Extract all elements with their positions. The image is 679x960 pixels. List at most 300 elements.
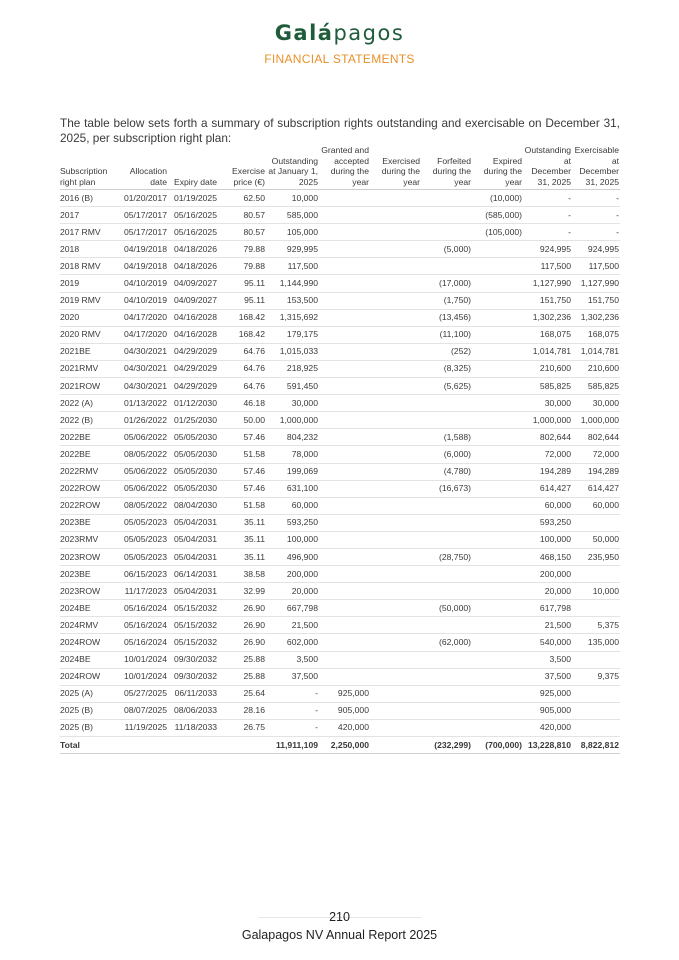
table-cell: [472, 617, 523, 634]
table-cell: [421, 617, 472, 634]
table-cell: 46.18: [218, 395, 266, 412]
table-cell: 80.57: [218, 207, 266, 224]
table-cell: 51.58: [218, 446, 266, 463]
table-cell: 585,825: [572, 378, 620, 395]
table-cell: 135,000: [572, 634, 620, 651]
table-cell: 2024ROW: [60, 634, 116, 651]
table-cell: [370, 583, 421, 600]
table-cell: [472, 480, 523, 497]
table-cell: [472, 395, 523, 412]
table-row: [60, 583, 620, 600]
table-cell: [319, 480, 370, 497]
table-cell: [370, 651, 421, 668]
table-cell: 210,600: [523, 360, 572, 377]
table-cell: 804,232: [266, 429, 319, 446]
logo-text-light: pagos: [333, 21, 405, 45]
table-cell: 200,000: [266, 566, 319, 583]
table-cell: (252): [421, 343, 472, 360]
table-row: [60, 668, 620, 685]
table-cell: [472, 668, 523, 685]
table-row: [60, 275, 620, 292]
table-cell: 905,000: [319, 702, 370, 719]
table-cell: 1,000,000: [266, 412, 319, 429]
table-row: [60, 190, 620, 207]
subscription-rights-table: [60, 145, 620, 754]
table-cell: [319, 395, 370, 412]
table-cell: 80.57: [218, 224, 266, 241]
section-title: FINANCIAL STATEMENTS: [264, 52, 415, 66]
table-cell: (232,299): [421, 737, 472, 754]
table-cell: 199,069: [266, 463, 319, 480]
table-cell: 08/05/2022: [116, 497, 168, 514]
table-cell: 802,644: [523, 429, 572, 446]
table-cell: 04/29/2029: [168, 360, 218, 377]
table-row: [60, 651, 620, 668]
table-cell: 04/09/2027: [168, 275, 218, 292]
table-cell: 1,302,236: [523, 309, 572, 326]
table-cell: [370, 497, 421, 514]
table-cell: (17,000): [421, 275, 472, 292]
table-cell: 05/05/2023: [116, 548, 168, 565]
table-cell: [421, 497, 472, 514]
table-cell: 2022ROW: [60, 480, 116, 497]
table-cell: 151,750: [523, 292, 572, 309]
table-cell: [370, 617, 421, 634]
table-cell: [472, 309, 523, 326]
table-cell: [319, 378, 370, 395]
table-cell: 2022BE: [60, 446, 116, 463]
table-cell: [370, 668, 421, 685]
table-cell: 2017 RMV: [60, 224, 116, 241]
table-cell: 2018 RMV: [60, 258, 116, 275]
table-cell: 79.88: [218, 258, 266, 275]
table-cell: (62,000): [421, 634, 472, 651]
table-cell: 04/30/2021: [116, 343, 168, 360]
table-cell: [370, 224, 421, 241]
table-cell: [370, 258, 421, 275]
table-cell: 25.88: [218, 668, 266, 685]
table-cell: 218,925: [266, 360, 319, 377]
column-header: Forfeited during the year: [421, 145, 472, 190]
table-cell: 04/19/2018: [116, 241, 168, 258]
table-cell: (28,750): [421, 548, 472, 565]
table-cell: (11,100): [421, 326, 472, 343]
table-cell: [370, 241, 421, 258]
column-header: Allocation date: [116, 145, 168, 190]
table-cell: 2025 (B): [60, 719, 116, 736]
table-cell: 10/01/2024: [116, 668, 168, 685]
table-cell: [421, 258, 472, 275]
table-row: [60, 412, 620, 429]
table-cell: 26.75: [218, 719, 266, 736]
table-cell: [472, 343, 523, 360]
table-cell: 05/05/2030: [168, 429, 218, 446]
table-cell: 05/04/2031: [168, 583, 218, 600]
table-cell: -: [572, 190, 620, 207]
table-cell: 2022 (A): [60, 395, 116, 412]
table-cell: 04/16/2028: [168, 326, 218, 343]
table-cell: 37,500: [523, 668, 572, 685]
table-cell: [319, 583, 370, 600]
table-cell: 38.58: [218, 566, 266, 583]
table-cell: 04/10/2019: [116, 292, 168, 309]
table-cell: 2019: [60, 275, 116, 292]
table-cell: [319, 309, 370, 326]
table-cell: [319, 531, 370, 548]
table-cell: 925,000: [523, 685, 572, 702]
table-row: [60, 309, 620, 326]
table-cell: 540,000: [523, 634, 572, 651]
table-cell: 11/17/2023: [116, 583, 168, 600]
table-cell: 05/05/2030: [168, 480, 218, 497]
table-cell: [319, 668, 370, 685]
galapagos-logo: [0, 20, 679, 46]
table-cell: 496,900: [266, 548, 319, 565]
table-row: [60, 497, 620, 514]
table-cell: [370, 685, 421, 702]
table-row: [60, 463, 620, 480]
table-cell: 08/05/2022: [116, 446, 168, 463]
table-cell: (10,000): [472, 190, 523, 207]
table-cell: 105,000: [266, 224, 319, 241]
column-header: Granted and accepted during the year: [319, 145, 370, 190]
table-cell: [319, 343, 370, 360]
table-cell: 10,000: [266, 190, 319, 207]
table-cell: 235,950: [572, 548, 620, 565]
table-cell: [319, 241, 370, 258]
table-cell: [370, 309, 421, 326]
table-cell: 05/05/2023: [116, 514, 168, 531]
table-cell: [421, 651, 472, 668]
table-cell: (5,000): [421, 241, 472, 258]
table-cell: 08/07/2025: [116, 702, 168, 719]
table-cell: 09/30/2032: [168, 668, 218, 685]
table-cell: 05/16/2024: [116, 634, 168, 651]
table-cell: (13,456): [421, 309, 472, 326]
table-cell: [370, 190, 421, 207]
table-cell: 35.11: [218, 548, 266, 565]
table-cell: [319, 360, 370, 377]
table-cell: 04/30/2021: [116, 378, 168, 395]
table-cell: 1,144,990: [266, 275, 319, 292]
table-cell: 2023BE: [60, 566, 116, 583]
table-cell: 614,427: [572, 480, 620, 497]
table-cell: 2022 (B): [60, 412, 116, 429]
table-cell: [370, 737, 421, 754]
table-row: [60, 241, 620, 258]
table-cell: [472, 651, 523, 668]
table-cell: [421, 395, 472, 412]
table-cell: 2025 (B): [60, 702, 116, 719]
table-cell: [472, 241, 523, 258]
table-row: [60, 480, 620, 497]
table-cell: [421, 207, 472, 224]
table-cell: [572, 651, 620, 668]
table-cell: [370, 378, 421, 395]
table-cell: [319, 651, 370, 668]
table-cell: (6,000): [421, 446, 472, 463]
table-row: [60, 617, 620, 634]
table-cell: [370, 360, 421, 377]
table-cell: [370, 343, 421, 360]
table-cell: 2023RMV: [60, 531, 116, 548]
logo-text-bold: Galá: [274, 21, 334, 45]
table-cell: 01/25/2030: [168, 412, 218, 429]
table-cell: 2,250,000: [319, 737, 370, 754]
table-cell: [319, 634, 370, 651]
table-cell: [472, 275, 523, 292]
table-cell: [370, 634, 421, 651]
table-cell: [421, 224, 472, 241]
table-cell: [472, 497, 523, 514]
table-cell: 802,644: [572, 429, 620, 446]
table-cell: [319, 463, 370, 480]
table-cell: (4,780): [421, 463, 472, 480]
column-header: Outstanding at January 1, 2025: [266, 145, 319, 190]
table-cell: [370, 292, 421, 309]
table-cell: [421, 702, 472, 719]
table-cell: [319, 548, 370, 565]
table-cell: 06/15/2023: [116, 566, 168, 583]
table-cell: (50,000): [421, 600, 472, 617]
table-cell: 2023BE: [60, 514, 116, 531]
table-cell: 585,825: [523, 378, 572, 395]
table-cell: [370, 480, 421, 497]
table-cell: 79.88: [218, 241, 266, 258]
table-cell: 62.50: [218, 190, 266, 207]
table-cell: 2021BE: [60, 343, 116, 360]
table-cell: 2020: [60, 309, 116, 326]
table-cell: [421, 514, 472, 531]
table-cell: [319, 275, 370, 292]
table-row: [60, 514, 620, 531]
table-cell: 924,995: [523, 241, 572, 258]
table-cell: [472, 548, 523, 565]
table-cell: [319, 258, 370, 275]
table-cell: 08/04/2030: [168, 497, 218, 514]
table-cell: 585,000: [266, 207, 319, 224]
table-cell: 05/04/2031: [168, 531, 218, 548]
table-cell: 420,000: [319, 719, 370, 736]
table-cell: [421, 566, 472, 583]
table-cell: [370, 429, 421, 446]
table-cell: 2024BE: [60, 651, 116, 668]
table-cell: [370, 531, 421, 548]
table-cell: 04/30/2021: [116, 360, 168, 377]
table-cell: 95.11: [218, 292, 266, 309]
table-cell: 667,798: [266, 600, 319, 617]
table-cell: 25.64: [218, 685, 266, 702]
table-row: [60, 531, 620, 548]
table-cell: 05/16/2024: [116, 600, 168, 617]
table-cell: -: [572, 207, 620, 224]
table-cell: [319, 514, 370, 531]
table-row: [60, 292, 620, 309]
table-cell: [370, 326, 421, 343]
table-cell: [572, 702, 620, 719]
table-cell: 04/18/2026: [168, 241, 218, 258]
table-cell: [218, 737, 266, 754]
table-cell: 924,995: [572, 241, 620, 258]
table-cell: [319, 326, 370, 343]
table-cell: 21,500: [523, 617, 572, 634]
table-cell: [472, 702, 523, 719]
table-cell: [370, 600, 421, 617]
table-row: [60, 378, 620, 395]
table-cell: [472, 326, 523, 343]
table-cell: 04/19/2018: [116, 258, 168, 275]
table-cell: 13,228,810: [523, 737, 572, 754]
table-cell: 05/15/2032: [168, 634, 218, 651]
table-cell: 05/04/2031: [168, 514, 218, 531]
table-cell: 2022BE: [60, 429, 116, 446]
table-cell: [472, 292, 523, 309]
table-cell: 06/11/2033: [168, 685, 218, 702]
column-header: Expired during the year: [472, 145, 523, 190]
table-row: [60, 326, 620, 343]
table-cell: 151,750: [572, 292, 620, 309]
table-cell: 08/06/2033: [168, 702, 218, 719]
column-header: Subscription right plan: [60, 145, 116, 190]
report-title: Galapagos NV Annual Report 2025: [241, 928, 438, 942]
page-number: 210: [329, 910, 350, 924]
table-cell: 05/05/2030: [168, 446, 218, 463]
table-cell: 32.99: [218, 583, 266, 600]
table-cell: 602,000: [266, 634, 319, 651]
table-cell: 2025 (A): [60, 685, 116, 702]
table-cell: 11/19/2025: [116, 719, 168, 736]
table-cell: 30,000: [523, 395, 572, 412]
table-row: [60, 634, 620, 651]
table-cell: 2021ROW: [60, 378, 116, 395]
table-cell: 117,500: [266, 258, 319, 275]
table-cell: 2024ROW: [60, 668, 116, 685]
table-cell: 168.42: [218, 326, 266, 343]
table-cell: 1,000,000: [572, 412, 620, 429]
table-cell: 2017: [60, 207, 116, 224]
table-cell: 8,822,812: [572, 737, 620, 754]
intro-paragraph: The table below sets forth a summary of subscription rights outstanding and exercisable on December 31, 2025, per subscription right plan:: [60, 115, 620, 145]
table-cell: 20,000: [523, 583, 572, 600]
table-cell: 10/01/2024: [116, 651, 168, 668]
table-cell: [421, 685, 472, 702]
table-row: [60, 207, 620, 224]
table-cell: 200,000: [523, 566, 572, 583]
table-cell: 01/13/2022: [116, 395, 168, 412]
table-cell: [472, 719, 523, 736]
table-cell: 2022RMV: [60, 463, 116, 480]
table-cell: 5,375: [572, 617, 620, 634]
table-cell: 11/18/2033: [168, 719, 218, 736]
table-cell: 925,000: [319, 685, 370, 702]
table-cell: 05/15/2032: [168, 617, 218, 634]
column-header: Expiry date: [168, 145, 218, 190]
table-cell: 617,798: [523, 600, 572, 617]
table-row: [60, 719, 620, 736]
table-cell: 2020 RMV: [60, 326, 116, 343]
table-cell: 28.16: [218, 702, 266, 719]
table-cell: 04/10/2019: [116, 275, 168, 292]
table-cell: [370, 275, 421, 292]
table-cell: 100,000: [266, 531, 319, 548]
table-cell: (8,325): [421, 360, 472, 377]
table-cell: 57.46: [218, 480, 266, 497]
table-cell: 2016 (B): [60, 190, 116, 207]
table-cell: [370, 207, 421, 224]
table-cell: 153,500: [266, 292, 319, 309]
table-cell: 20,000: [266, 583, 319, 600]
table-row: [60, 395, 620, 412]
table-cell: 64.76: [218, 343, 266, 360]
table-cell: 21,500: [266, 617, 319, 634]
table-cell: 64.76: [218, 378, 266, 395]
table-cell: 1,014,781: [523, 343, 572, 360]
table-cell: [472, 566, 523, 583]
table-cell: 1,127,990: [523, 275, 572, 292]
table-cell: 2018: [60, 241, 116, 258]
table-cell: [472, 258, 523, 275]
table-cell: [370, 446, 421, 463]
table-cell: [370, 395, 421, 412]
table-cell: 1,000,000: [523, 412, 572, 429]
table-cell: [319, 224, 370, 241]
table-cell: 11,911,109: [266, 737, 319, 754]
table-cell: [472, 685, 523, 702]
table-cell: 01/26/2022: [116, 412, 168, 429]
table-cell: [572, 600, 620, 617]
table-cell: 593,250: [523, 514, 572, 531]
table-cell: [319, 566, 370, 583]
table-cell: 05/04/2031: [168, 548, 218, 565]
table-row: [60, 360, 620, 377]
table-cell: 2019 RMV: [60, 292, 116, 309]
table-cell: 05/06/2022: [116, 429, 168, 446]
table-cell: (1,588): [421, 429, 472, 446]
table-row: [60, 600, 620, 617]
table-cell: [472, 446, 523, 463]
table-cell: [472, 634, 523, 651]
table-cell: (105,000): [472, 224, 523, 241]
table-cell: 30,000: [266, 395, 319, 412]
table-cell: 04/17/2020: [116, 326, 168, 343]
table-row: [60, 685, 620, 702]
column-header: Exercised during the year: [370, 145, 421, 190]
table-cell: 117,500: [523, 258, 572, 275]
table-cell: 3,500: [523, 651, 572, 668]
table-cell: [472, 378, 523, 395]
table-cell: [572, 719, 620, 736]
table-cell: [370, 463, 421, 480]
table-cell: 1,302,236: [572, 309, 620, 326]
table-row: [60, 343, 620, 360]
table-cell: [472, 463, 523, 480]
table-cell: (16,673): [421, 480, 472, 497]
table-cell: 2024RMV: [60, 617, 116, 634]
table-cell: [472, 360, 523, 377]
table-cell: 05/16/2025: [168, 224, 218, 241]
table-cell: -: [266, 702, 319, 719]
table-cell: 194,289: [572, 463, 620, 480]
table-cell: 05/27/2025: [116, 685, 168, 702]
table-cell: -: [523, 224, 572, 241]
table-cell: [370, 548, 421, 565]
table-cell: [370, 412, 421, 429]
table-cell: [472, 583, 523, 600]
table-header-row: [60, 145, 620, 190]
table-cell: [370, 719, 421, 736]
table-row: [60, 224, 620, 241]
table-cell: 168,075: [572, 326, 620, 343]
